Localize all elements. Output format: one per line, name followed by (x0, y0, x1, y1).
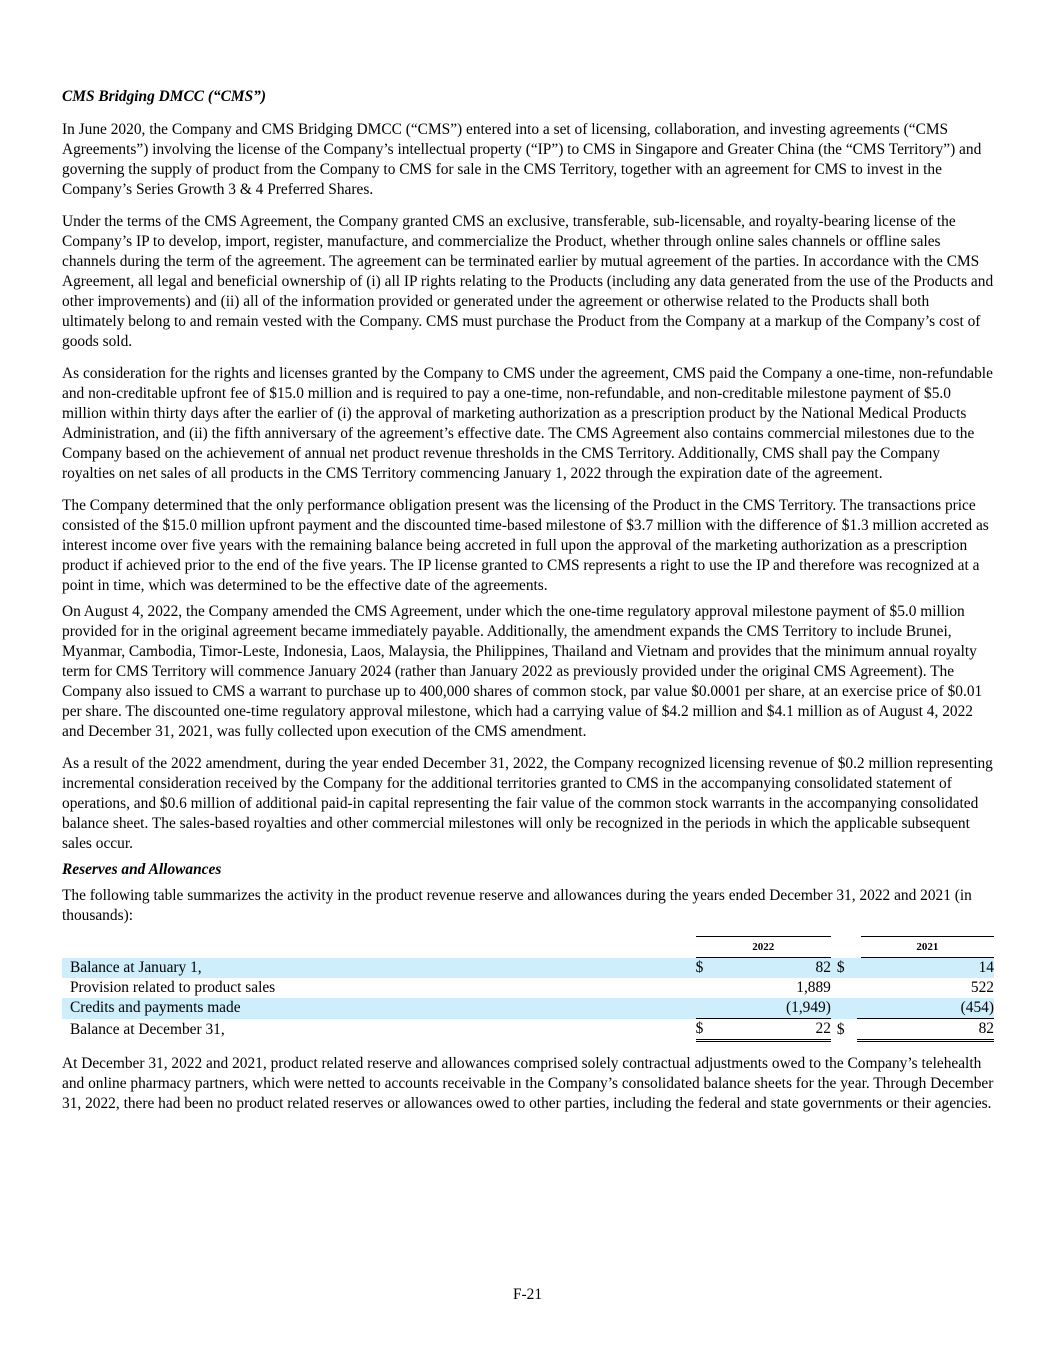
currency-symbol (831, 998, 857, 1019)
closing-paragraph: At December 31, 2022 and 2021, product related reserve and allowances comprised solely contractual adjustments owed to the Company’s telehealth and online pharmacy partners, which were netted to accounts receivable in the Company’s consolidated balance sheets for the year. Through December 31, 2022, there had been no product related reserves or allowances owed to other parties, including the federal and state governments or their agencies. (62, 1055, 994, 1112)
table-header-row (62, 937, 994, 958)
value-2022: 82 (715, 958, 830, 979)
value-2022: 22 (715, 1019, 830, 1041)
value-2022: (1,949) (715, 998, 830, 1019)
table-row (62, 958, 994, 979)
reserves-table (62, 936, 994, 1042)
value-2021: 522 (970, 979, 994, 996)
column-header-2022: 2022 (696, 937, 831, 958)
page-number: F-21 (512, 1286, 543, 1303)
section-title: CMS Bridging DMCC (“CMS”) (62, 88, 266, 105)
currency-symbol: $ (696, 1019, 716, 1041)
paragraph: As a result of the 2022 amendment, during the year ended December 31, 2022, the Company recognized licensing revenue of $0.2 million representing incremental consideration received by the Company for the additional territories granted to CMS in the accompanying consolidated statement of operations, and $0.6 million of additional paid-in capital representing the fair value of the common stock warrants in the accompanying consolidated balance sheet. The sales-based royalties and other commercial milestones will only be recognized in the periods in which the applicable subsequent sales occur. (62, 755, 993, 852)
table-row (62, 978, 994, 998)
paragraph: On August 4, 2022, the Company amended the CMS Agreement, under which the one-time regulatory approval milestone payment of $5.0 million provided for in the original agreement became immediately payable. Additionally, the amendment expands the CMS Territory to include Brunei, Myanmar, Cambodia, Timor-Leste, Indonesia, Laos, Malaysia, the Philippines, Thailand and Vietnam and provides that the minimum annual royalty term for CMS Territory will commence January 2024 (rather than January 2022 as previously provided under the original CMS Agreement). The Company also issued to CMS a warrant to purchase up to 400,000 shares of common stock, par value $0.0001 per share, at an exercise price of $0.01 per share. The discounted one-time regulatory approval milestone, which had a carrying value of $4.2 million and $4.1 million as of August 4, 2022 and December 31, 2021, was fully collected upon execution of the CMS amendment. (62, 603, 983, 740)
table-row (62, 1019, 994, 1041)
row-label: Balance at January 1, (62, 958, 696, 979)
value-2021: (454) (857, 998, 994, 1019)
currency-symbol (696, 998, 716, 1019)
currency-symbol: $ (831, 958, 857, 979)
currency-symbol (831, 978, 857, 998)
paragraph: In June 2020, the Company and CMS Bridging DMCC (“CMS”) entered into a set of licensing, collaboration, and investing agreements (“CMS Agreements”) involving the license of the Company’s intellectual property (“IP”) to CMS in Singapore and Greater China (the “CMS Territory”) and governing the supply of product from the Company to CMS for sale in the CMS Territory, together with an agreement for CMS to invest in the Company’s Series Growth 3 & 4 Preferred Shares. (62, 121, 982, 198)
column-header-2021: 2021 (857, 937, 994, 958)
reserves-intro: The following table summarizes the activity in the product revenue reserve and allowances during the years ended December 31, 2022 and 2021 (in thousands): (62, 887, 972, 924)
currency-symbol: $ (696, 958, 716, 979)
currency-symbol (696, 978, 716, 998)
reserves-title: Reserves and Allowances (62, 861, 222, 878)
value-2021: 14 (857, 958, 994, 979)
row-label: Balance at December 31, (70, 1020, 225, 1038)
value-2022: 1,889 (796, 979, 831, 996)
row-label: Provision related to product sales (70, 979, 276, 996)
currency-symbol: $ (836, 1020, 845, 1038)
row-label: Credits and payments made (62, 998, 696, 1019)
table-row (62, 998, 994, 1019)
value-2021: 82 (857, 1019, 994, 1041)
paragraph: The Company determined that the only performance obligation present was the licensing of the Product in the CMS Territory. The transactions price consisted of the $15.0 million upfront payment and the discounted time-based milestone of $3.7 million with the difference of $1.3 million accreted as interest income over five years with the remaining balance being accreted in full upon the approval of the marketing authorization as a prescription product if achieved prior to the end of the five years. The IP license granted to CMS represents a right to use the IP and therefore was recognized at a point in time, which was determined to be the effective date of the agreements. (62, 497, 989, 594)
document-body (62, 87, 994, 1126)
paragraph: Under the terms of the CMS Agreement, the Company granted CMS an exclusive, transferable, sub-licensable, and royalty-bearing license of the Company’s IP to develop, import, register, manufacture, and commercialize the Product, whether through online sales channels or offline sales channels during the term of the agreement. The agreement can be terminated earlier by mutual agreement of the parties. In accordance with the CMS Agreement, all legal and beneficial ownership of (i) all IP rights relating to the Products (including any data generated from the use of the Products and other improvements) and (ii) all of the information provided or generated under the agreement or otherwise related to the Products shall both ultimately belong to and remain vested with the Company. CMS must purchase the Product from the Company at a markup of the Company’s cost of goods sold. (62, 213, 994, 350)
paragraph: As consideration for the rights and licenses granted by the Company to CMS under the agreement, CMS paid the Company a one-time, non-refundable and non-creditable upfront fee of $15.0 million and is required to pay a one-time, non-refundable, and non-creditable milestone payment of $5.0 million within thirty days after the earlier of (i) the approval of marketing authorization as a prescription product by the National Medical Products Administration, and (ii) the fifth anniversary of the agreement’s effective date. The CMS Agreement also contains commercial milestones due to the Company based on the achievement of annual net product revenue thresholds in the CMS Territory. Additionally, CMS shall pay the Company royalties on net sales of all products in the CMS Territory commencing January 1, 2022 through the expiration date of the agreement. (62, 365, 993, 482)
